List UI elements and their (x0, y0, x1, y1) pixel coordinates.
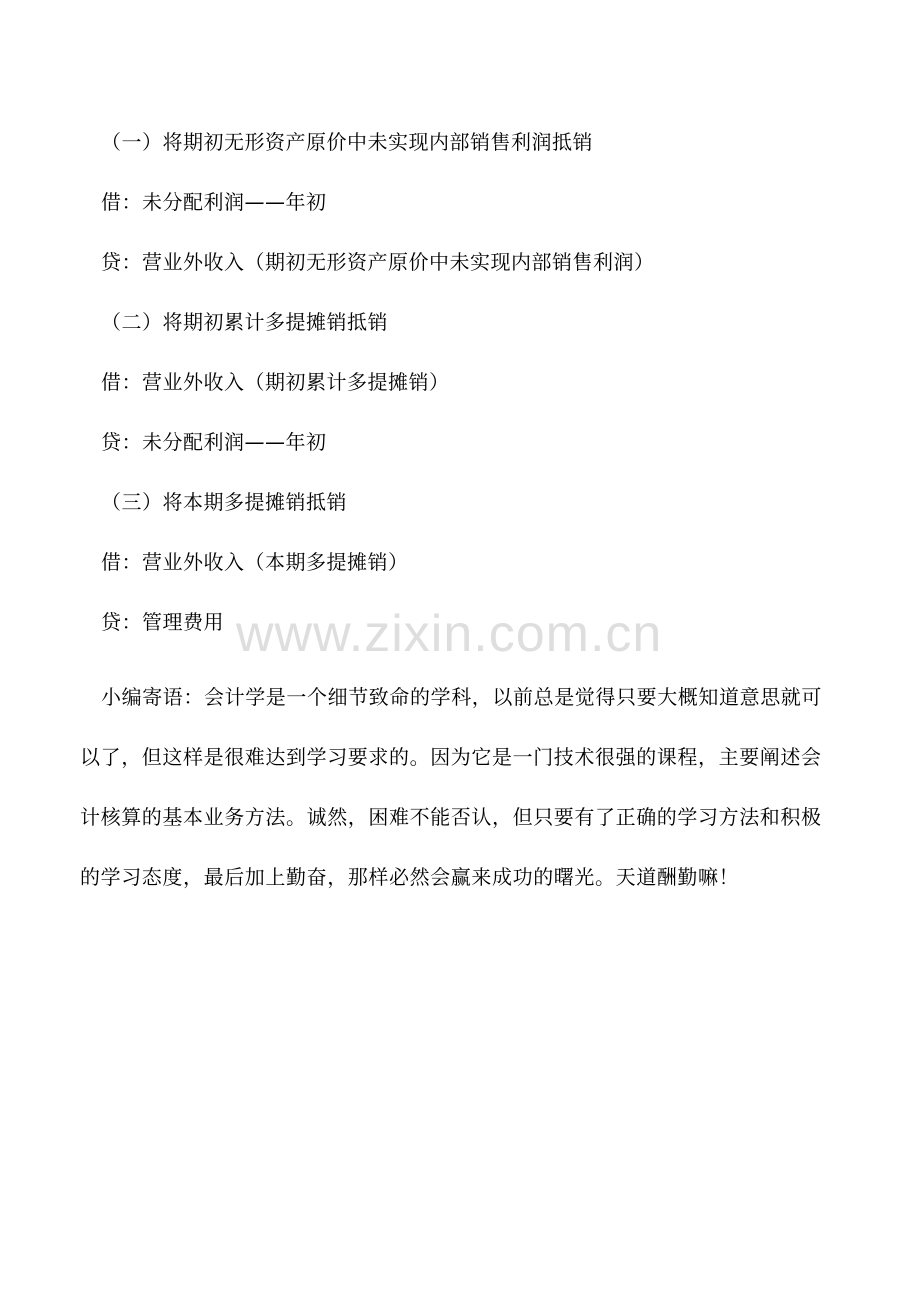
section-heading-1: （一）将期初无形资产原价中未实现内部销售利润抵销 (101, 130, 593, 154)
section-heading-2: （二）将期初累计多提摊销抵销 (101, 310, 388, 334)
watermark: www.zixin.com.cn (236, 605, 663, 663)
section-heading-3: （三）将本期多提摊销抵销 (101, 490, 347, 514)
debit-entry-3: 借：营业外收入（本期多提摊销） (101, 550, 409, 574)
credit-entry-1: 贷：营业外收入（期初无形资产原价中未实现内部销售利润） (101, 250, 655, 274)
debit-entry-2: 借：营业外收入（期初累计多提摊销） (101, 370, 450, 394)
credit-entry-3: 贷：管理费用 (101, 610, 224, 634)
credit-entry-2: 贷：未分配利润——年初 (101, 430, 327, 454)
debit-entry-1: 借：未分配利润——年初 (101, 190, 327, 214)
closing-paragraph: 小编寄语：会计学是一个细节致命的学科，以前总是觉得只要大概知道意思就可以了，但这样是很难达到学习要求的。因为它是一门技术很强的课程，主要阐述会计核算的基本业务方法。诚然，困难不能否认，但只要有了正确的学习方法和积极的学习态度，最后加上勤奋，那样必然会赢来成功的曙光。天道酬勤嘛！ (80, 685, 822, 889)
